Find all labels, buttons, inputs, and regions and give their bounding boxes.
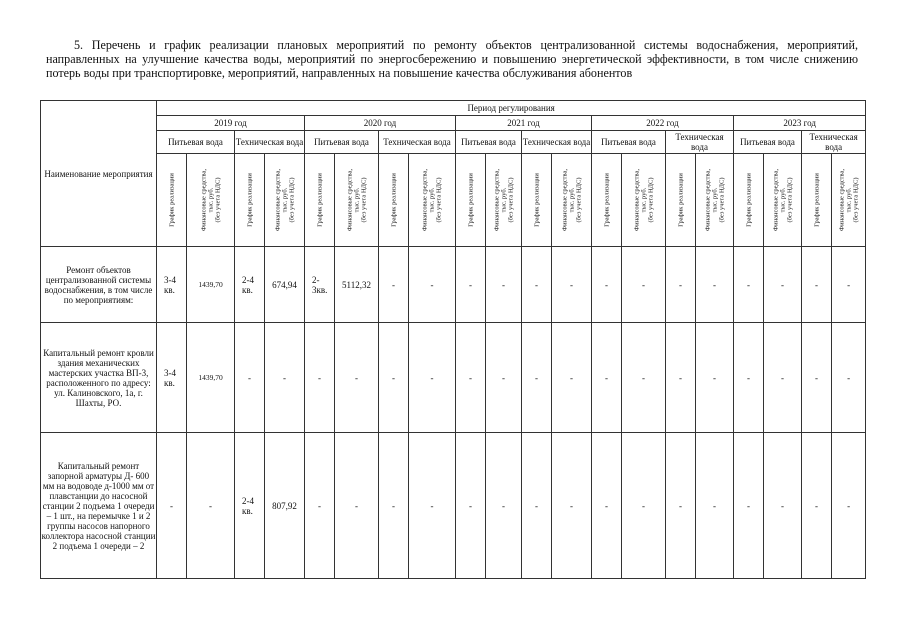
schedule-cell: - (379, 247, 409, 323)
section-heading (46, 38, 858, 80)
schedule-cell: - (802, 323, 832, 433)
water-type-header: Техническая вода (666, 131, 734, 154)
schedule-column-header (379, 154, 409, 247)
schedule-cell: - (157, 433, 187, 579)
year-header-2019: 2019 год (157, 116, 305, 131)
table-row (41, 323, 866, 433)
finance-cell: - (622, 247, 666, 323)
schedule-column-header (592, 154, 622, 247)
finance-cell: 807,92 (265, 433, 305, 579)
schedule-column-header (802, 154, 832, 247)
name-column-header: Наименование мероприятия (41, 101, 157, 247)
finance-cell: - (265, 323, 305, 433)
finance-column-label: Финансовые средства, тыс. руб. (без учета НДС) (561, 169, 582, 231)
schedule-column-label: График реализации (467, 173, 474, 227)
finance-column-label: Финансовые средства, тыс. руб. (без учета НДС) (838, 169, 860, 231)
finance-cell: - (622, 323, 666, 433)
finance-cell: - (696, 323, 734, 433)
schedule-cell: - (456, 433, 486, 579)
schedule-column-label: График реализации (168, 173, 175, 227)
finance-cell: - (764, 433, 802, 579)
finance-cell: - (187, 433, 235, 579)
finance-column-header (622, 154, 666, 247)
finance-cell: - (764, 247, 802, 323)
finance-column-header (335, 154, 379, 247)
schedule-cell: - (734, 247, 764, 323)
finance-cell: - (409, 247, 456, 323)
schedule-column-label: График реализации (603, 173, 610, 227)
finance-column-label: Финансовые средства, тыс. руб. (без учета НДС) (274, 169, 295, 231)
schedule-cell: 2-4 кв. (235, 247, 265, 323)
finance-column-header (409, 154, 456, 247)
year-header-2020: 2020 год (305, 116, 456, 131)
finance-column-header (486, 154, 522, 247)
finance-column-label: Финансовые средства, тыс. руб. (без учета НДС) (421, 169, 443, 231)
finance-cell: - (409, 323, 456, 433)
finance-column-header (832, 154, 866, 247)
schedule-cell: - (666, 433, 696, 579)
schedule-cell: - (592, 433, 622, 579)
finance-cell: 674,94 (265, 247, 305, 323)
schedule-column-header (734, 154, 764, 247)
schedule-cell: - (734, 323, 764, 433)
schedule-cell: - (379, 433, 409, 579)
schedule-cell: - (522, 323, 552, 433)
schedule-cell: 2-3кв. (305, 247, 335, 323)
finance-column-label: Финансовые средства, тыс. руб. (без учета НДС) (633, 169, 654, 231)
schedule-cell: - (456, 247, 486, 323)
schedule-column-label: График реализации (677, 173, 684, 227)
activity-name-cell: Капитальный ремонт запорной арматуры Д- 600 мм на водоводе д-1000 мм от плавстанции до насосной станции 2 подъема 1 очереди – 1 шт., на перемычке 1 и 2 группы насосов напорного коллектора насосной станции 2 подъема 1 очереди – 2 (41, 433, 157, 579)
schedule-cell: - (305, 323, 335, 433)
schedule-column-header (235, 154, 265, 247)
schedule-cell: - (379, 323, 409, 433)
finance-cell: - (622, 433, 666, 579)
finance-cell: - (552, 247, 592, 323)
finance-column-header (187, 154, 235, 247)
activity-name-cell: Капитальный ремонт кровли здания механических мастерских участка ВП-3, расположенного по адресу: ул. Калиновского, 1а, г. Шахты, РО. (41, 323, 157, 433)
schedule-cell: - (802, 247, 832, 323)
schedule-column-label: График реализации (533, 173, 540, 227)
finance-cell: - (696, 433, 734, 579)
schedule-cell: - (592, 323, 622, 433)
finance-column-header (552, 154, 592, 247)
water-type-header: Питьевая вода (157, 131, 235, 154)
section-heading-text: 5. Перечень и график реализации плановых мероприятий по ремонту объектов централизованной системы водоснабжения, мероприятий, направленных на улучшение качества воды, мероприятий по энергосбережению и повышению энергетической эффективности, в том числе снижению потерь воды при транспортировке, мероприятий, направленных на повышение качества обслуживания абонентов (46, 38, 858, 80)
table-row (41, 433, 866, 579)
finance-cell: - (696, 247, 734, 323)
finance-column-header (764, 154, 802, 247)
finance-cell: - (486, 247, 522, 323)
finance-column-label: Финансовые средства, тыс. руб. (без учета НДС) (772, 169, 793, 231)
schedule-cell: - (522, 247, 552, 323)
finance-column-header (696, 154, 734, 247)
water-type-header: Питьевая вода (592, 131, 666, 154)
finance-cell: - (764, 323, 802, 433)
schedule-cell: - (235, 323, 265, 433)
activities-table (40, 100, 866, 579)
finance-cell: - (832, 323, 866, 433)
activity-name-cell: Ремонт объектов централизованной системы водоснабжения, в том числе по мероприятиям: (41, 247, 157, 323)
schedule-cell: 3-4 кв. (157, 247, 187, 323)
finance-cell: 5112,32 (335, 247, 379, 323)
schedule-column-header (666, 154, 696, 247)
schedule-column-label: График реализации (316, 173, 323, 227)
year-header-2023: 2023 год (734, 116, 866, 131)
schedule-cell: - (592, 247, 622, 323)
finance-column-label: Финансовые средства, тыс. руб. (без учета НДС) (493, 169, 514, 231)
finance-cell: - (409, 433, 456, 579)
schedule-cell: 3-4 кв. (157, 323, 187, 433)
finance-cell: - (335, 433, 379, 579)
finance-cell: - (832, 433, 866, 579)
finance-cell: - (486, 323, 522, 433)
year-header-2021: 2021 год (456, 116, 592, 131)
finance-column-label: Финансовые средства, тыс. руб. (без учета НДС) (704, 169, 725, 231)
finance-cell: - (486, 433, 522, 579)
finance-column-label: Финансовые средства, тыс. руб. (без учета НДС) (346, 169, 367, 231)
schedule-cell: - (666, 247, 696, 323)
schedule-cell: - (305, 433, 335, 579)
schedule-column-header (305, 154, 335, 247)
schedule-column-label: График реализации (390, 173, 397, 227)
water-type-header: Техническая вода (379, 131, 456, 154)
finance-cell: - (832, 247, 866, 323)
schedule-column-label: График реализации (745, 173, 752, 227)
finance-cell: - (552, 433, 592, 579)
water-type-header: Питьевая вода (734, 131, 802, 154)
schedule-cell: - (734, 433, 764, 579)
year-header-2022: 2022 год (592, 116, 734, 131)
finance-column-header (265, 154, 305, 247)
schedule-column-label: График реализации (813, 173, 820, 227)
water-type-header: Техническая вода (802, 131, 866, 154)
period-header: Период регулирования (157, 101, 866, 116)
schedule-column-header (522, 154, 552, 247)
schedule-column-label: График реализации (246, 173, 253, 227)
schedule-column-header (157, 154, 187, 247)
water-type-header: Техническая вода (235, 131, 305, 154)
table-row (41, 247, 866, 323)
finance-cell: 1439,70 (187, 323, 235, 433)
schedule-cell: 2-4 кв. (235, 433, 265, 579)
schedule-column-header (456, 154, 486, 247)
water-type-header: Питьевая вода (305, 131, 379, 154)
finance-column-label: Финансовые средства, тыс. руб. (без учета НДС) (200, 169, 221, 231)
finance-cell: - (552, 323, 592, 433)
water-type-header: Питьевая вода (456, 131, 522, 154)
water-type-header: Техническая вода (522, 131, 592, 154)
finance-cell: - (335, 323, 379, 433)
schedule-cell: - (802, 433, 832, 579)
schedule-cell: - (522, 433, 552, 579)
schedule-cell: - (666, 323, 696, 433)
finance-cell: 1439,70 (187, 247, 235, 323)
schedule-cell: - (456, 323, 486, 433)
